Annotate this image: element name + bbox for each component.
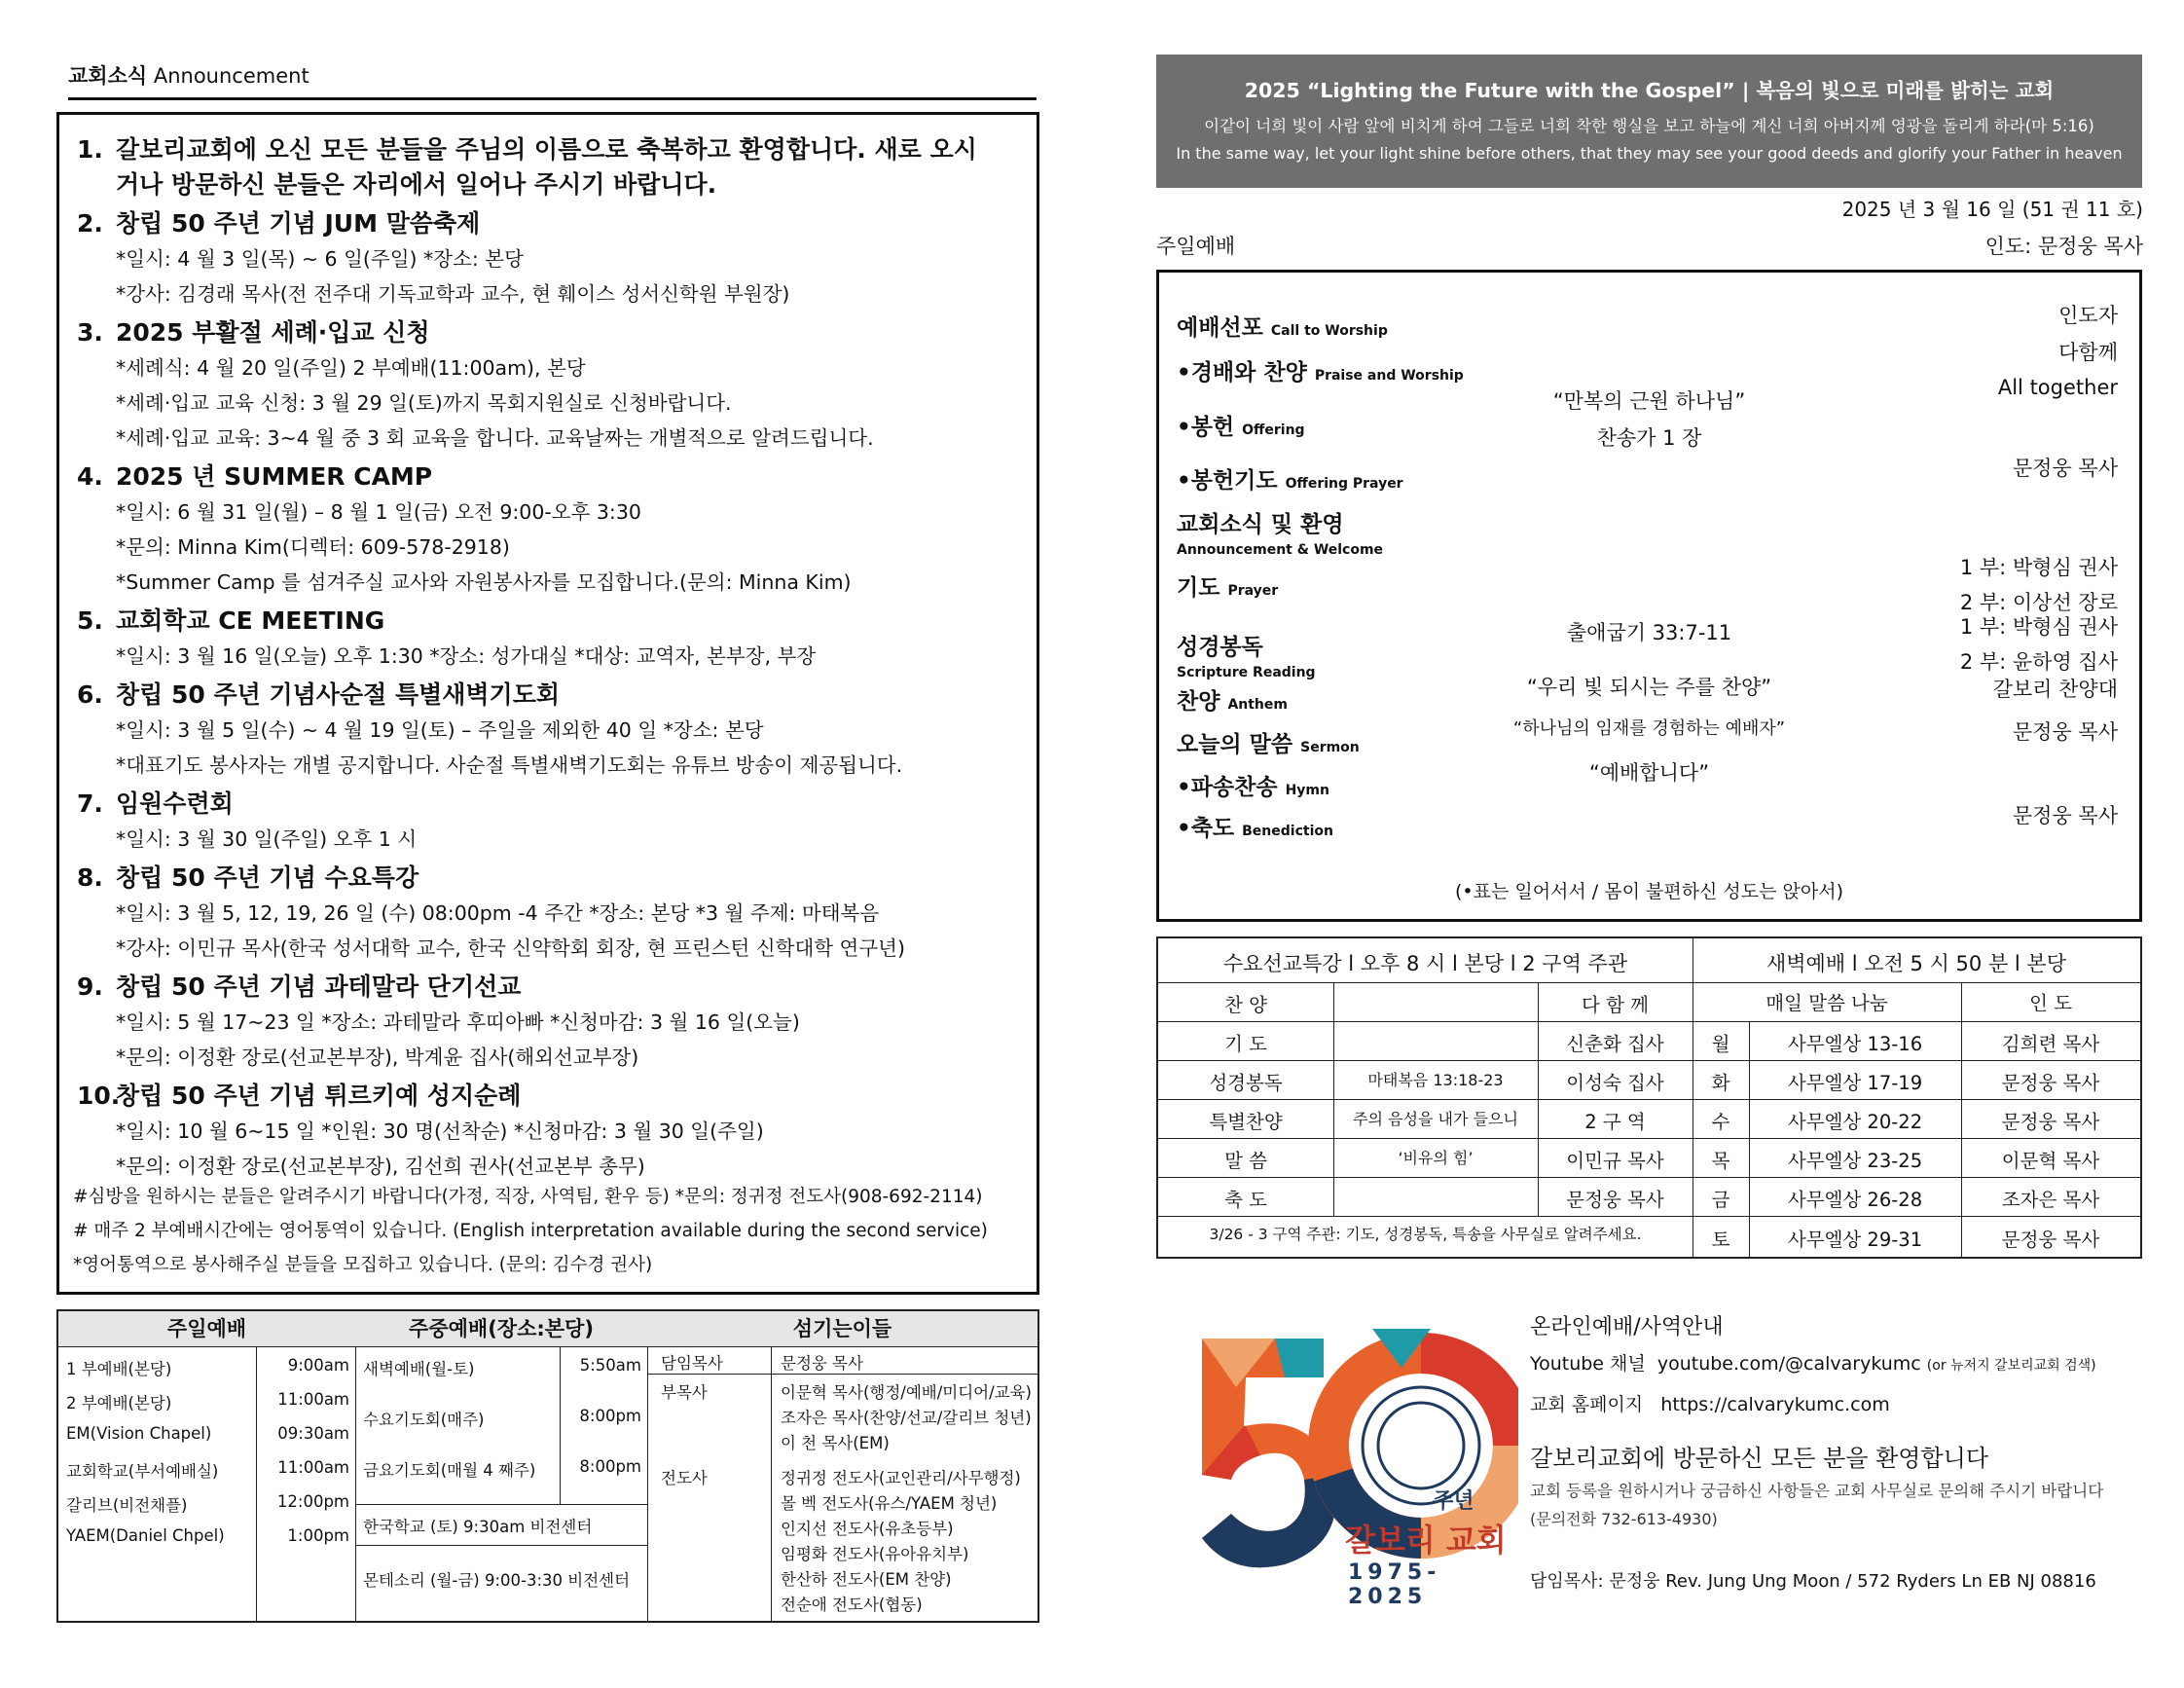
order-item-ko: •경배와 찬양 <box>1177 360 1307 385</box>
order-item-detail: 찬송가 1 장 <box>1596 426 1702 450</box>
dawn-header: 새벽예배 l 오전 5 시 50 분 l 본당 <box>1765 952 2066 975</box>
order-item-leader: 인도자 <box>2058 304 2118 327</box>
order-item-en: Offering <box>1242 422 1305 438</box>
announcement-title-text: 창립 50 주년 기념 과테말라 단기선교 <box>116 972 522 1001</box>
banner-verse-en: In the same way, let your light shine before others, that they may see your good deeds and glorify your Father in heaven <box>1176 144 2123 163</box>
announcement-detail: *문의: 이정환 장로(선교본부장), 김선희 권사(선교본부 총무) <box>116 1155 645 1178</box>
order-item-ko: 교회소식 및 환영 <box>1177 512 1344 537</box>
announcement-number: 1. <box>77 135 103 164</box>
order-item-detail: “하나님의 임재를 경험하는 예배자” <box>1512 718 1786 739</box>
youtube-note: (or 뉴저지 갈보리교회 검색) <box>1926 1358 2096 1374</box>
bulletin-date: 2025 년 3 월 16 일 (51 권 11 호) <box>1841 198 2143 221</box>
dawn-scripture: 사무엘상 29-31 <box>1787 1229 1923 1251</box>
announcement-title-text: 창립 50 주년 기념 수요특강 <box>116 863 419 892</box>
order-item <box>1177 310 1388 342</box>
announcement-detail: *일시: 3 월 30 일(주일) 오후 1 시 <box>116 827 418 851</box>
dawn-leader: 김희련 목사 <box>2001 1033 2100 1055</box>
staff-role: 전도사 <box>661 1469 708 1487</box>
announcement-list <box>77 132 1023 1188</box>
staff-name: 인지선 전도사(유초등부) <box>781 1520 954 1538</box>
announcement-number: 7. <box>77 789 103 818</box>
announcement-number: 9. <box>77 972 103 1001</box>
sunday-row <box>66 1424 349 1443</box>
welcome-title: 갈보리교회에 방문하신 모든 분을 환영합니다 <box>1530 1445 1989 1472</box>
staff-name: 임평화 전도사(유아유치부) <box>781 1545 969 1563</box>
announcement-number: 6. <box>77 680 103 709</box>
order-note: (•표는 일어서서 / 몸이 불편하신 성도는 앉아서) <box>1454 881 1844 902</box>
order-item-ko: •봉헌기도 <box>1177 468 1278 494</box>
order-item-ko: 찬양 <box>1177 689 1220 715</box>
sunday-service-time: 11:00am <box>277 1458 349 1477</box>
announcement-title-text: 창립 50 주년 기념 튀르키예 성지순례 <box>116 1082 522 1110</box>
table-line <box>1538 982 1539 1216</box>
order-item-en: Offering Prayer <box>1285 476 1403 492</box>
dawn-scripture: 사무엘상 17-19 <box>1787 1072 1923 1094</box>
worship-schedule-table <box>56 1309 1039 1623</box>
anniversary-logo <box>1178 1309 1518 1631</box>
service-leader: 인도: 문정웅 목사 <box>1984 235 2143 258</box>
homepage-line <box>1530 1390 1890 1416</box>
announcement-header-ko: 교회소식 <box>68 64 148 88</box>
announcement-title <box>77 970 1023 1005</box>
dawn-scripture: 사무엘상 26-28 <box>1787 1189 1923 1211</box>
online-title: 온라인예배/사역안내 <box>1530 1315 1724 1339</box>
staff-column <box>647 1311 1037 1621</box>
sunday-row <box>66 1526 349 1545</box>
announcement-item <box>77 604 1023 674</box>
table-line <box>1333 982 1334 1216</box>
sunday-service-name: 갈리브(비전채플) <box>66 1496 188 1515</box>
dawn-leader: 문정웅 목사 <box>2001 1229 2100 1251</box>
wednesday-leader: 이민규 목사 <box>1566 1150 1664 1172</box>
order-item-en: Anthem <box>1227 697 1288 713</box>
sunday-service-name: YAEM(Daniel Chpel) <box>66 1526 225 1545</box>
announcement-title <box>77 459 1023 495</box>
announcement-title-text: 창립 50 주년 기념사순절 특별새벽기도회 <box>116 680 561 709</box>
announcement-number: 4. <box>77 462 103 491</box>
announcement-title-text: 2025 부활절 세례·입교 신청 <box>116 318 430 347</box>
weekday-service-name: 수요기도회(매주) <box>363 1411 485 1429</box>
wednesday-part: 말 씀 <box>1224 1150 1267 1172</box>
order-item-leader: 1 부: 박형심 권사 <box>1959 556 2118 579</box>
announcement-number: 5. <box>77 606 103 635</box>
order-item <box>1177 506 1383 558</box>
announcement-title <box>77 678 1023 713</box>
wednesday-leader: 문정웅 목사 <box>1566 1189 1664 1211</box>
staff-header: 섬기는이들 <box>647 1311 1037 1347</box>
order-of-worship <box>1156 270 2142 922</box>
wednesday-part: 성경봉독 <box>1209 1072 1283 1094</box>
weekday-worship-column <box>355 1311 647 1621</box>
order-item-leader: 2 부: 윤하영 집사 <box>1959 650 2118 674</box>
staff-name: 이문혁 목사(행정/예배/미디어/교육) <box>781 1383 1032 1402</box>
announcement-item <box>77 132 1023 202</box>
sunday-service-name: 2 부예배(본당) <box>66 1394 172 1413</box>
announcement-number: 8. <box>77 863 103 892</box>
order-item-ko: •봉헌 <box>1177 415 1235 440</box>
sunday-service-name: 1 부예배(본당) <box>66 1360 172 1378</box>
announcement-number: 10. <box>77 1082 121 1110</box>
announcement-detail: *강사: 김경래 목사(전 전주대 기독교학과 교수, 현 훼이스 성서신학원 부원장) <box>116 282 790 306</box>
announcement-item <box>77 1079 1023 1184</box>
announcement-header <box>68 60 1037 100</box>
announcement-detail: *일시: 3 월 16 일(오늘) 오후 1:30 *장소: 성가대실 *대상: 교역자, 본부장, 부장 <box>116 644 817 668</box>
sunday-service-time: 9:00am <box>287 1356 349 1375</box>
order-item-en: Benediction <box>1242 824 1333 839</box>
wednesday-part: 기 도 <box>1224 1033 1267 1055</box>
order-item <box>1177 569 1278 602</box>
youtube-link[interactable]: youtube.com/@calvarykumc <box>1656 1353 1921 1375</box>
sunday-row <box>66 1492 349 1516</box>
staff-name: 한산하 전도사(EM 찬양) <box>781 1570 952 1589</box>
announcement-header-en: Announcement <box>153 64 309 88</box>
wednesday-part: 축 도 <box>1224 1189 1267 1211</box>
sunday-row <box>66 1458 349 1482</box>
announcement-note: #심방을 원하시는 분들은 알려주시기 바랍니다(가정, 직장, 사역팀, 환우 등) *문의: 정귀정 전도사(908-692-2114) <box>73 1187 983 1207</box>
table-line <box>1158 1138 2140 1139</box>
staff-divider <box>647 1374 1037 1375</box>
sunday-service-time: 1:00pm <box>287 1526 349 1545</box>
order-item-en: Sermon <box>1300 740 1360 755</box>
table-line <box>1158 1216 2140 1217</box>
announcement-title <box>77 787 1023 822</box>
order-item-en: Call to Worship <box>1270 323 1388 339</box>
sunday-service-time: 12:00pm <box>276 1492 349 1511</box>
order-item-detail: “만복의 근원 하나님” <box>1552 389 1746 413</box>
homepage-link[interactable]: https://calvarykumc.com <box>1660 1394 1890 1415</box>
wednesday-footnote: 3/26 - 3 구역 주관: 기도, 성경봉독, 특송을 사무실로 알려주세요. <box>1209 1226 1642 1243</box>
announcement-item <box>77 678 1023 783</box>
sunday-worship-column <box>58 1311 355 1621</box>
dawn-leader: 이문혁 목사 <box>2001 1150 2100 1172</box>
announcement-number: 3. <box>77 318 103 347</box>
table-line <box>1749 1021 1750 1257</box>
staff-name: 조자은 목사(찬양/선교/갈리브 청년) <box>781 1409 1032 1427</box>
announcement-detail: *일시: 4 월 3 일(목) ~ 6 일(주일) *장소: 본당 <box>116 247 524 271</box>
banner-verse-ko: 이같이 너희 빛이 사람 앞에 비치게 하여 그들로 너희 착한 행실을 보고 하늘에 계신 너희 아버지께 영광을 돌리게 하라(마 5:16) <box>1204 117 2094 135</box>
weekday-service-time: 8:00pm <box>579 1457 641 1476</box>
logo-anniv: 주년 <box>1433 1489 1474 1514</box>
wednesday-detail: ‘비유의 힘’ <box>1398 1149 1474 1167</box>
dawn-leader: 문정웅 목사 <box>2001 1072 2100 1094</box>
announcement-note: *영어통역으로 봉사해주실 분들을 모집하고 있습니다. (문의: 김수경 권사) <box>73 1255 653 1275</box>
staff-role: 담임목사 <box>661 1354 723 1373</box>
wednesday-part: 특별찬양 <box>1209 1111 1283 1133</box>
order-item-leader: 갈보리 찬양대 <box>1992 678 2118 701</box>
order-item-leader: 문정웅 목사 <box>2012 804 2118 827</box>
montessori-row: 몬테소리 (월-금) 9:00-3:30 비전센터 <box>363 1571 631 1590</box>
announcement-item <box>77 970 1023 1075</box>
youtube-line <box>1530 1349 2096 1376</box>
wednesday-leader: 신춘화 집사 <box>1566 1033 1664 1055</box>
korean-school-row: 한국학교 (토) 9:30am 비전센터 <box>363 1518 593 1536</box>
order-item-ko: 성경봉독 <box>1177 635 1263 660</box>
weekday-service-time: 5:50am <box>579 1356 641 1375</box>
sunday-row <box>66 1390 349 1413</box>
dawn-leader: 문정웅 목사 <box>2001 1111 2100 1133</box>
table-line <box>1158 1177 2140 1178</box>
dawn-day: 토 <box>1711 1229 1730 1251</box>
wednesday-part: 찬 양 <box>1224 994 1267 1016</box>
weekday-row <box>363 1356 641 1379</box>
announcement-box <box>56 112 1039 1295</box>
dawn-scripture: 사무엘상 20-22 <box>1787 1111 1923 1133</box>
staff-name: 이 천 목사(EM) <box>781 1434 890 1452</box>
dawn-day: 목 <box>1711 1150 1730 1172</box>
announcement-item <box>77 787 1023 857</box>
service-label: 주일예배 <box>1156 235 1236 258</box>
order-item-en: Hymn <box>1285 783 1329 798</box>
dawn-day: 수 <box>1711 1111 1730 1133</box>
announcement-detail: 거나 방문하신 분들은 자리에서 일어나 주시기 바랍니다. <box>116 170 717 199</box>
sunday-service-name: 교회학교(부서예배실) <box>66 1462 219 1481</box>
announcement-detail: *세례식: 4 월 20 일(주일) 2 부예배(11:00am), 본당 <box>116 356 586 380</box>
table-line <box>1158 982 2140 983</box>
announcement-item <box>77 459 1023 600</box>
order-item-detail: 출애굽기 33:7-11 <box>1566 621 1732 644</box>
table-line <box>1158 1099 2140 1100</box>
order-item-leader: All together <box>1997 376 2118 399</box>
announcement-title-text: 갈보리교회에 오신 모든 분들을 주님의 이름으로 축복하고 환영합니다. 새로 오시 <box>116 135 977 164</box>
sunday-service-time: 09:30am <box>277 1424 349 1443</box>
announcement-detail: *세례·입교 교육: 3~4 월 중 3 회 교육을 합니다. 교육날짜는 개별적으로 알려드립니다. <box>116 426 874 450</box>
order-item-ko: •파송찬송 <box>1177 775 1278 800</box>
announcement-detail: *Summer Camp 를 섬겨주실 교사와 자원봉사자를 모집합니다.(문의: Minna Kim) <box>116 570 852 594</box>
order-item-en: Prayer <box>1227 583 1279 599</box>
order-item <box>1177 354 1464 386</box>
staff-role: 부목사 <box>661 1383 708 1402</box>
wednesday-leader: 2 구 역 <box>1584 1111 1646 1133</box>
announcement-title-text: 임원수련회 <box>116 789 234 818</box>
announcement-detail: *일시: 10 월 6~15 일 *인원: 30 명(선착순) *신청마감: 3 월 30 일(주일) <box>116 1119 764 1143</box>
order-item-ko: 오늘의 말씀 <box>1177 732 1293 757</box>
staff-name: 전순애 전도사(협동) <box>781 1596 923 1614</box>
office-phone: (문의전화 732-613-4930) <box>1530 1510 1718 1528</box>
dawn-day: 화 <box>1711 1072 1730 1094</box>
announcement-detail: *강사: 이민규 목사(한국 성서대학 교수, 한국 신약학회 회장, 현 프린스턴 신학대학 연구년) <box>116 936 905 960</box>
announcement-title <box>77 861 1023 896</box>
order-item-detail: “우리 빛 되시는 주를 찬양” <box>1526 676 1772 699</box>
announcement-detail: *세례·입교 교육 신청: 3 월 29 일(토)까지 목회지원실로 신청바랍니다. <box>116 391 732 415</box>
announcement-detail: *문의: 이정환 장로(선교본부장), 박계윤 집사(해외선교부장) <box>116 1046 639 1069</box>
weekday-service-time: 8:00pm <box>579 1407 641 1425</box>
announcement-notes <box>73 1180 1023 1282</box>
order-item-en: Scripture Reading <box>1177 665 1316 680</box>
announcement-detail: *대표기도 봉사자는 개별 공지합니다. 사순절 특별새벽기도회는 유튜브 방송이 제공됩니다. <box>116 753 903 777</box>
wednesday-leader: 다 함 께 <box>1582 994 1649 1016</box>
announcement-title <box>77 206 1023 241</box>
announcement-detail: *일시: 5 월 17~23 일 *장소: 과테말라 후띠아빠 *신청마감: 3 월 16 일(오늘) <box>116 1010 800 1034</box>
order-item-ko: 기도 <box>1177 575 1220 601</box>
logo-years: 1975-2025 <box>1348 1560 1441 1609</box>
theme-banner <box>1156 55 2142 188</box>
announcement-number: 2. <box>77 209 103 238</box>
order-item-leader: 1 부: 박형심 권사 <box>1959 615 2118 639</box>
staff-name: 몰 벡 전도사(유스/YAEM 청년) <box>781 1494 998 1513</box>
sunday-row <box>66 1356 349 1379</box>
weekday-row <box>363 1457 641 1481</box>
wednesday-detail: 주의 음성을 내가 들으니 <box>1353 1110 1518 1128</box>
order-item-en: Praise and Worship <box>1314 368 1464 384</box>
weekday-service-name: 금요기도회(매월 4 째주) <box>363 1461 536 1480</box>
wednesday-detail: 마태복음 13:18-23 <box>1367 1071 1504 1089</box>
sunday-service-name: EM(Vision Chapel) <box>66 1424 212 1443</box>
program-table <box>1156 936 2142 1259</box>
weekday-service-name: 새벽예배(월-토) <box>363 1360 475 1378</box>
order-item-leader: 문정웅 목사 <box>2012 720 2118 744</box>
table-line <box>1158 1021 2140 1022</box>
announcement-title-text: 창립 50 주년 기념 JUM 말씀축제 <box>116 209 481 238</box>
staff-name: 정귀정 전도사(교인관리/사무행정) <box>781 1469 1021 1487</box>
dawn-day: 금 <box>1711 1189 1730 1211</box>
table-line <box>1158 1060 2140 1061</box>
sunday-service-time: 11:00am <box>277 1390 349 1409</box>
announcement-title-text: 교회학교 CE MEETING <box>116 606 385 635</box>
announcement-detail: *일시: 3 월 5, 12, 19, 26 일 (수) 08:00pm -4 주간 *장소: 본당 *3 월 주제: 마태복음 <box>116 901 880 925</box>
announcement-title <box>77 315 1023 350</box>
youtube-label: Youtube 채널 <box>1530 1353 1646 1375</box>
dawn-scripture: 사무엘상 23-25 <box>1787 1150 1923 1172</box>
dawn-scripture: 사무엘상 13-16 <box>1787 1033 1923 1055</box>
welcome-sub: 교회 등록을 원하시거나 궁금하신 사항들은 교회 사무실로 문의해 주시기 바랍니다 <box>1530 1482 2104 1500</box>
dawn-col-leader-header: 인 도 <box>2029 992 2072 1014</box>
announcement-detail: *일시: 6 월 31 일(월) – 8 월 1 일(금) 오전 9:00-오후 3:30 <box>116 500 641 524</box>
announcement-detail: *문의: Minna Kim(디렉터: 609-578-2918) <box>116 535 510 559</box>
order-item-leader: 문정웅 목사 <box>2012 457 2118 480</box>
announcement-detail: *일시: 3 월 5 일(수) ~ 4 월 19 일(토) – 주일을 제외한 40 일 *장소: 본당 <box>116 718 764 742</box>
announcement-title <box>77 604 1023 639</box>
dawn-col-text-header: 매일 말씀 나눔 <box>1765 992 1888 1014</box>
weekday-worship-header: 주중예배(장소:본당) <box>355 1311 647 1347</box>
announcement-note: # 매주 2 부예배시간에는 영어통역이 있습니다. (English interpretation available during the second service) <box>73 1221 988 1241</box>
banner-theme: 2025 “Lighting the Future with the Gospel” | 복음의 빛으로 미래를 밝히는 교회 <box>1244 79 2055 102</box>
announcement-title <box>77 132 1023 167</box>
order-item-ko: •축도 <box>1177 816 1235 841</box>
homepage-label: 교회 홈페이지 <box>1530 1394 1644 1415</box>
dawn-leader: 조자은 목사 <box>2001 1189 2100 1211</box>
order-item-en: Announcement & Welcome <box>1177 542 1384 558</box>
weekday-row <box>363 1407 641 1430</box>
logo-church-name: 갈보리 교회 <box>1345 1522 1507 1559</box>
order-item-leader: 2 부: 이상선 장로 <box>1959 591 2118 614</box>
staff-name: 문정웅 목사 <box>781 1354 863 1373</box>
order-item-detail: “예배합니다” <box>1588 761 1710 785</box>
announcement-title-text: 2025 년 SUMMER CAMP <box>116 462 433 491</box>
pastor-address: 담임목사: 문정웅 Rev. Jung Ung Moon / 572 Ryders Ln EB NJ 08816 <box>1530 1571 2096 1592</box>
announcement-item <box>77 206 1023 312</box>
wednesday-header: 수요선교특강 l 오후 8 시 l 본당 l 2 구역 주관 <box>1222 952 1628 975</box>
dawn-day: 월 <box>1711 1033 1730 1055</box>
wednesday-leader: 이성숙 집사 <box>1566 1072 1664 1094</box>
order-item-leader: 다함께 <box>2058 341 2118 364</box>
announcement-item <box>77 861 1023 966</box>
order-item <box>1177 462 1403 495</box>
order-item <box>1177 810 1333 842</box>
announcement-title <box>77 1079 1023 1114</box>
announcement-item <box>77 315 1023 456</box>
order-item-ko: 예배선포 <box>1177 315 1263 341</box>
sunday-worship-header: 주일예배 <box>58 1311 355 1347</box>
